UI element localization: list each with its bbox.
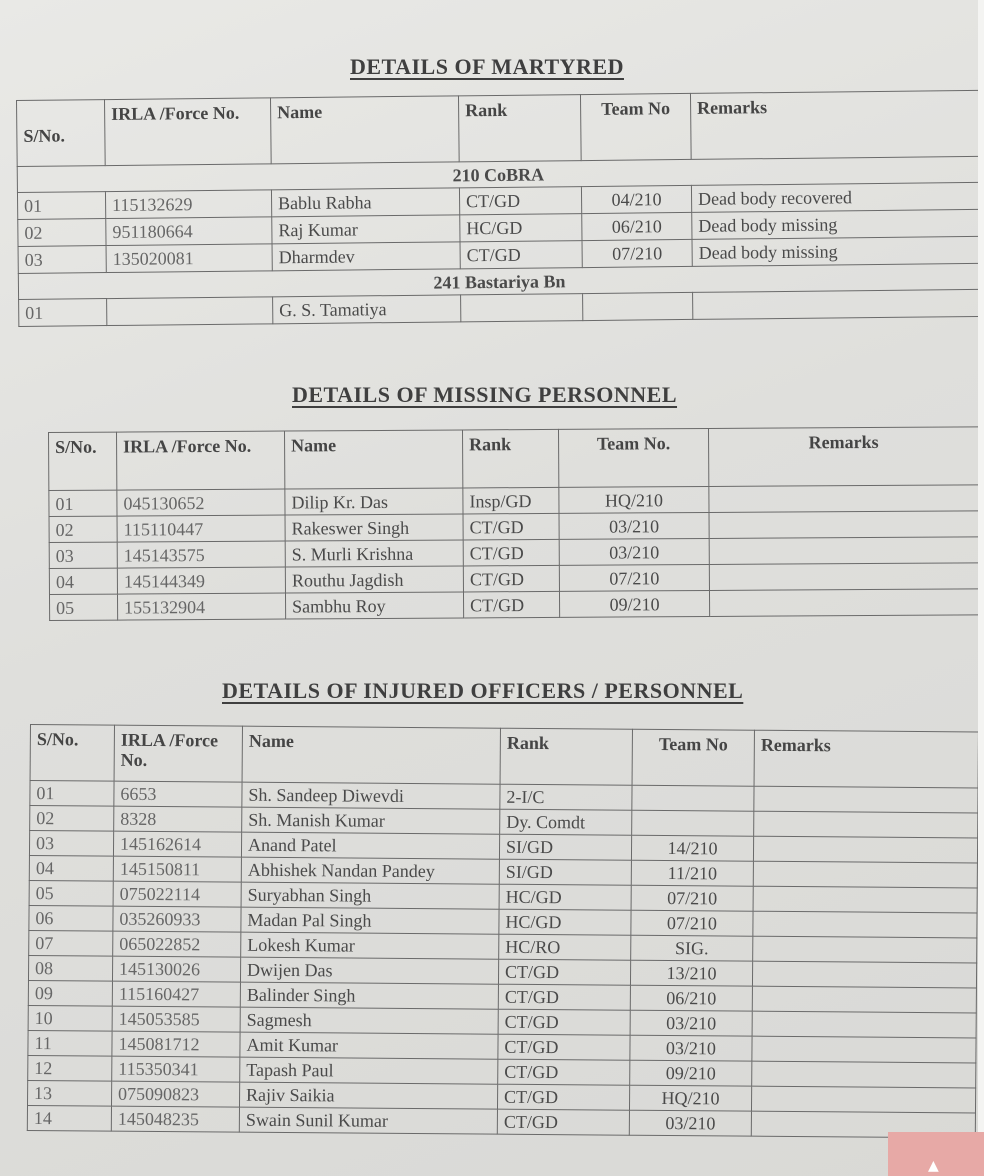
table-cell: 01 — [17, 192, 105, 220]
injured-header-row — [30, 725, 978, 788]
table-cell: 155132904 — [117, 593, 285, 620]
table-cell: Dilip Kr. Das — [285, 488, 463, 515]
table-cell: 03/210 — [559, 512, 709, 539]
table-cell: 8328 — [114, 806, 242, 832]
table-cell: 145053585 — [112, 1006, 240, 1032]
table-cell — [753, 861, 977, 888]
table-cell: Madan Pal Singh — [241, 907, 499, 934]
table-cell: CT/GD — [498, 1059, 630, 1085]
table-cell: 115160427 — [112, 981, 240, 1007]
table-cell: SIG. — [631, 935, 753, 961]
table-cell: Dead body missing — [692, 236, 978, 266]
header-name: Name — [284, 430, 462, 489]
table-cell: 01 — [19, 299, 107, 327]
table-cell: 07/210 — [631, 885, 753, 911]
header-irla: IRLA /Force No. — [117, 431, 285, 490]
injured-table — [27, 724, 978, 1138]
table-cell — [752, 1061, 976, 1088]
table-cell: CT/GD — [498, 959, 630, 985]
missing-header-row — [49, 427, 978, 491]
table-cell — [752, 986, 976, 1013]
table-cell: Dharmdev — [272, 242, 460, 271]
table-cell: Raj Kumar — [272, 215, 460, 244]
table-cell: CT/GD — [459, 187, 581, 215]
table-cell: HC/RO — [499, 934, 631, 960]
table-cell — [753, 836, 977, 863]
martyred-heading: DETAILS OF MARTYRED — [350, 54, 624, 79]
table-cell — [752, 1036, 976, 1063]
table-cell: 145130026 — [112, 956, 240, 982]
table-cell: Dead body missing — [692, 209, 978, 239]
table-cell: 02 — [18, 219, 106, 247]
table-cell: CT/GD — [498, 1009, 630, 1035]
table-cell: 03 — [49, 542, 117, 568]
table-cell: CT/GD — [463, 565, 559, 592]
table-cell: 2-I/C — [500, 784, 632, 810]
header-team: Team No — [632, 729, 754, 786]
header-name: Name — [270, 96, 459, 164]
table-cell: 06/210 — [582, 212, 692, 240]
header-rank: Rank — [462, 429, 558, 488]
table-cell: 045130652 — [117, 489, 285, 516]
table-cell: 14/210 — [631, 835, 753, 861]
table-cell: Tapash Paul — [240, 1057, 498, 1084]
table-cell: Suryabhan Singh — [241, 882, 499, 909]
table-cell: 02 — [30, 806, 114, 832]
table-cell — [583, 292, 693, 320]
page-edge — [978, 0, 984, 1176]
table-cell: Amit Kumar — [240, 1032, 498, 1059]
header-remarks: Remarks — [708, 427, 978, 487]
table-cell: Sh. Manish Kumar — [242, 807, 500, 834]
header-team: Team No. — [558, 428, 708, 487]
table-cell: 145144349 — [117, 567, 285, 594]
table-cell: 115132629 — [105, 190, 271, 219]
header-team: Team No — [580, 93, 691, 160]
table-cell: 115350341 — [112, 1056, 240, 1082]
table-cell: G. S. Tamatiya — [273, 295, 461, 324]
table-cell: 03 — [18, 246, 106, 274]
table-cell: 11/210 — [631, 860, 753, 886]
chevron-up-icon[interactable]: ▲ — [928, 1158, 939, 1174]
table-cell — [753, 911, 977, 938]
table-cell: 07/210 — [582, 239, 692, 267]
table-cell: CT/GD — [463, 591, 559, 618]
table-cell: 04 — [29, 855, 113, 881]
table-cell: 03/210 — [559, 538, 709, 565]
table-cell — [752, 1011, 976, 1038]
table-cell: 065022852 — [113, 931, 241, 957]
table-cell: 07/210 — [631, 910, 753, 936]
table-cell: 03/210 — [629, 1110, 751, 1136]
group-title: 210 CoBRA — [17, 156, 978, 192]
table-cell: 145150811 — [113, 856, 241, 882]
table-cell: CT/GD — [460, 241, 582, 269]
header-name: Name — [242, 726, 500, 784]
table-cell: Lokesh Kumar — [241, 932, 499, 959]
table-cell: 10 — [28, 1005, 112, 1031]
table-cell — [709, 511, 978, 539]
header-irla: IRLA /Force No. — [105, 98, 272, 166]
table-cell — [709, 563, 978, 591]
table-cell: 145143575 — [117, 541, 285, 568]
table-cell: Rajiv Saikia — [239, 1082, 497, 1109]
table-cell: CT/GD — [497, 1109, 629, 1135]
table-cell: Bablu Rabha — [271, 188, 459, 217]
header-remarks: Remarks — [690, 90, 978, 159]
table-cell: HC/GD — [460, 214, 582, 242]
table-cell: Dy. Comdt — [500, 809, 632, 835]
table-cell: CT/GD — [498, 1034, 630, 1060]
table-cell: Rakeswer Singh — [285, 514, 463, 541]
table-cell: 06/210 — [630, 985, 752, 1011]
table-cell: 09/210 — [630, 1060, 752, 1086]
table-cell: 01 — [49, 490, 117, 516]
table-cell: 06 — [29, 905, 113, 931]
table-cell: 04/210 — [581, 185, 691, 213]
table-cell — [751, 1086, 975, 1113]
table-cell: 09/210 — [559, 590, 709, 617]
table-cell: Insp/GD — [463, 487, 559, 514]
table-cell: 14 — [27, 1105, 111, 1131]
table-cell: Abhishek Nandan Pandey — [241, 857, 499, 884]
table-cell: 145048235 — [111, 1106, 239, 1132]
table-cell: 035260933 — [113, 906, 241, 932]
table-cell: SI/GD — [499, 834, 631, 860]
table-cell: 145081712 — [112, 1031, 240, 1057]
table-cell: 951180664 — [106, 217, 272, 246]
table-cell: Sagmesh — [240, 1007, 498, 1034]
table-cell: 075090823 — [112, 1081, 240, 1107]
table-cell — [753, 936, 977, 963]
table-cell — [461, 294, 583, 322]
table-cell: 12 — [28, 1055, 112, 1081]
table-cell: Swain Sunil Kumar — [239, 1107, 497, 1134]
table-cell: CT/GD — [497, 1084, 629, 1110]
table-cell — [753, 886, 977, 913]
table-cell — [709, 537, 978, 565]
table-cell: 08 — [28, 955, 112, 981]
table-cell: 11 — [28, 1030, 112, 1056]
table-cell: 01 — [30, 781, 114, 807]
header-sno: S/No. — [49, 432, 117, 490]
table-cell: Dwijen Das — [240, 957, 498, 984]
table-cell — [754, 786, 978, 813]
table-cell: HC/GD — [499, 909, 631, 935]
table-cell: Sambhu Roy — [285, 592, 463, 619]
table-cell: 04 — [49, 568, 117, 594]
table-cell: Balinder Singh — [240, 982, 498, 1009]
table-cell — [693, 289, 978, 319]
table-cell: 13 — [28, 1080, 112, 1106]
table-cell: HC/GD — [499, 884, 631, 910]
header-sno: S/No. — [30, 725, 114, 782]
table-cell — [632, 810, 754, 836]
table-cell: CT/GD — [463, 513, 559, 540]
table-cell: Anand Patel — [241, 832, 499, 859]
header-rank: Rank — [458, 95, 581, 162]
table-cell — [709, 485, 978, 513]
table-cell: 075022114 — [113, 881, 241, 907]
header-rank: Rank — [500, 728, 632, 785]
table-cell: CT/GD — [498, 984, 630, 1010]
table-cell: 6653 — [114, 781, 242, 807]
table-cell: 02 — [49, 516, 117, 542]
table-cell: 07 — [29, 930, 113, 956]
table-cell — [754, 811, 978, 838]
martyred-table — [16, 90, 978, 327]
header-remarks: Remarks — [754, 730, 978, 788]
table-cell: S. Murli Krishna — [285, 540, 463, 567]
table-cell: Dead body recovered — [691, 182, 978, 212]
table-cell: 135020081 — [106, 244, 272, 273]
table-cell: CT/GD — [463, 539, 559, 566]
group-title: 241 Bastariya Bn — [18, 263, 978, 299]
table-cell: 05 — [49, 594, 117, 620]
table-cell: 05 — [29, 880, 113, 906]
table-cell: 13/210 — [630, 960, 752, 986]
table-cell: HQ/210 — [629, 1085, 751, 1111]
header-irla: IRLA /Force No. — [114, 725, 242, 782]
table-cell: 03/210 — [630, 1035, 752, 1061]
table-cell: 07/210 — [559, 564, 709, 591]
injured-heading: DETAILS OF INJURED OFFICERS / PERSONNEL — [222, 678, 744, 703]
table-cell: 03/210 — [630, 1010, 752, 1036]
table-cell: 03 — [29, 831, 113, 857]
table-cell — [107, 297, 273, 326]
table-row — [49, 589, 978, 621]
missing-heading: DETAILS OF MISSING PERSONNEL — [292, 382, 678, 407]
table-cell: Sh. Sandeep Diwevdi — [242, 782, 500, 809]
table-cell: 145162614 — [113, 831, 241, 857]
table-cell — [709, 589, 978, 617]
table-cell: SI/GD — [499, 859, 631, 885]
missing-table — [48, 426, 978, 621]
table-cell: HQ/210 — [559, 486, 709, 513]
martyred-header-row — [17, 90, 978, 166]
table-cell: Routhu Jagdish — [285, 566, 463, 593]
table-cell — [632, 785, 754, 811]
header-sno: S/No. — [17, 100, 106, 167]
table-cell — [752, 961, 976, 988]
table-cell: 115110447 — [117, 515, 285, 542]
table-cell: 09 — [28, 980, 112, 1006]
